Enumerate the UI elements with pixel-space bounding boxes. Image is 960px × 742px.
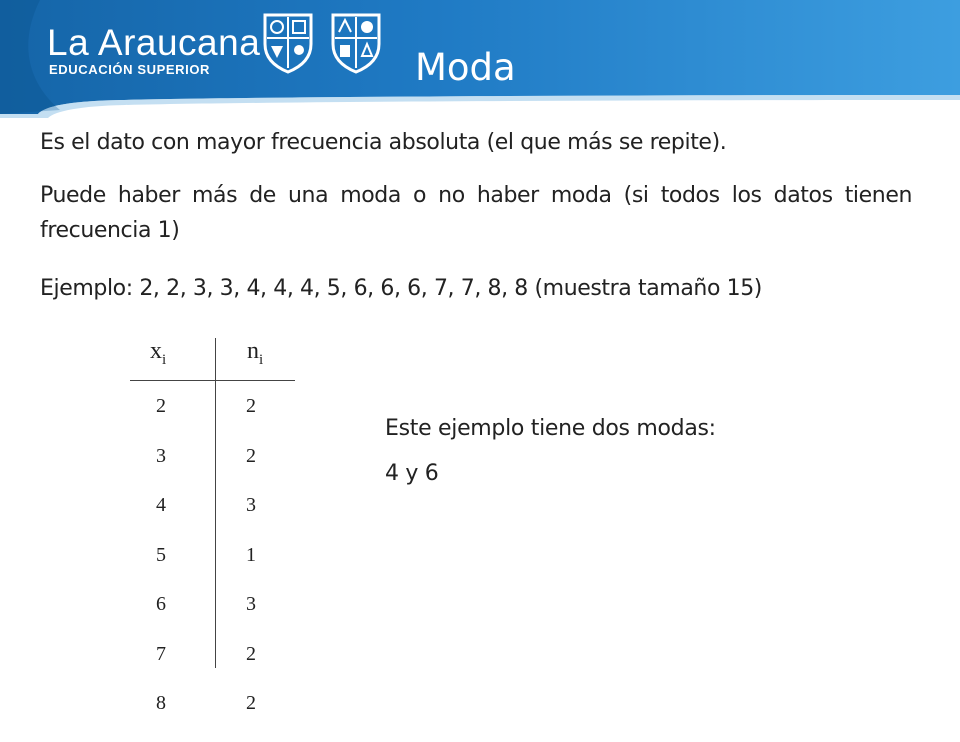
cell-x: 3 [156,444,166,467]
table-body [130,395,295,742]
table-row [130,643,295,693]
table-row [130,395,295,445]
table-row [130,445,295,495]
table-header-x: $x_i$ [150,338,167,368]
table-header-n: $n_i$ [247,338,264,368]
table-row [130,692,295,742]
cell-x: 6 [156,593,166,615]
cell-x: 2 [156,395,166,417]
table-divider-horizontal [130,380,295,381]
cell-x: 8 [156,692,166,714]
table-row [130,593,295,643]
modes-value: 4 y 6 [385,461,439,486]
brand-subtitle: EDUCACIÓN SUPERIOR [49,62,211,77]
cell-x: 5 [156,543,166,566]
cell-n: 2 [246,444,256,467]
cell-n: 3 [246,593,256,615]
cell-x: 7 [156,642,166,665]
cell-n: 3 [246,494,256,516]
cell-n: 2 [246,692,256,714]
conclusion-text: Este ejemplo tiene dos modas: [385,416,716,441]
example-text: Ejemplo: 2, 2, 3, 3, 4, 4, 4, 5, 6, 6, 6, 7, 7, 8, 8 (muestra tamaño 15) [40,276,762,301]
definition-text: Es el dato con mayor frecuencia absoluta (el que más se repite). [40,130,727,155]
shield-logo-icon [262,12,314,74]
cell-x: 4 [156,494,166,516]
multiple-modes-text: Puede haber más de una moda o no haber moda (si todos los datos tienen frecuencia 1) [40,183,912,243]
cell-n: 2 [246,395,256,417]
brand-name: La Araucana [47,22,261,63]
shield-emblem-icon [330,12,382,74]
cell-n: 1 [246,543,256,566]
slide-title: Moda [415,46,516,89]
frequency-table [130,330,295,714]
table-row [130,544,295,594]
cell-n: 2 [246,642,256,665]
table-row [130,494,295,544]
